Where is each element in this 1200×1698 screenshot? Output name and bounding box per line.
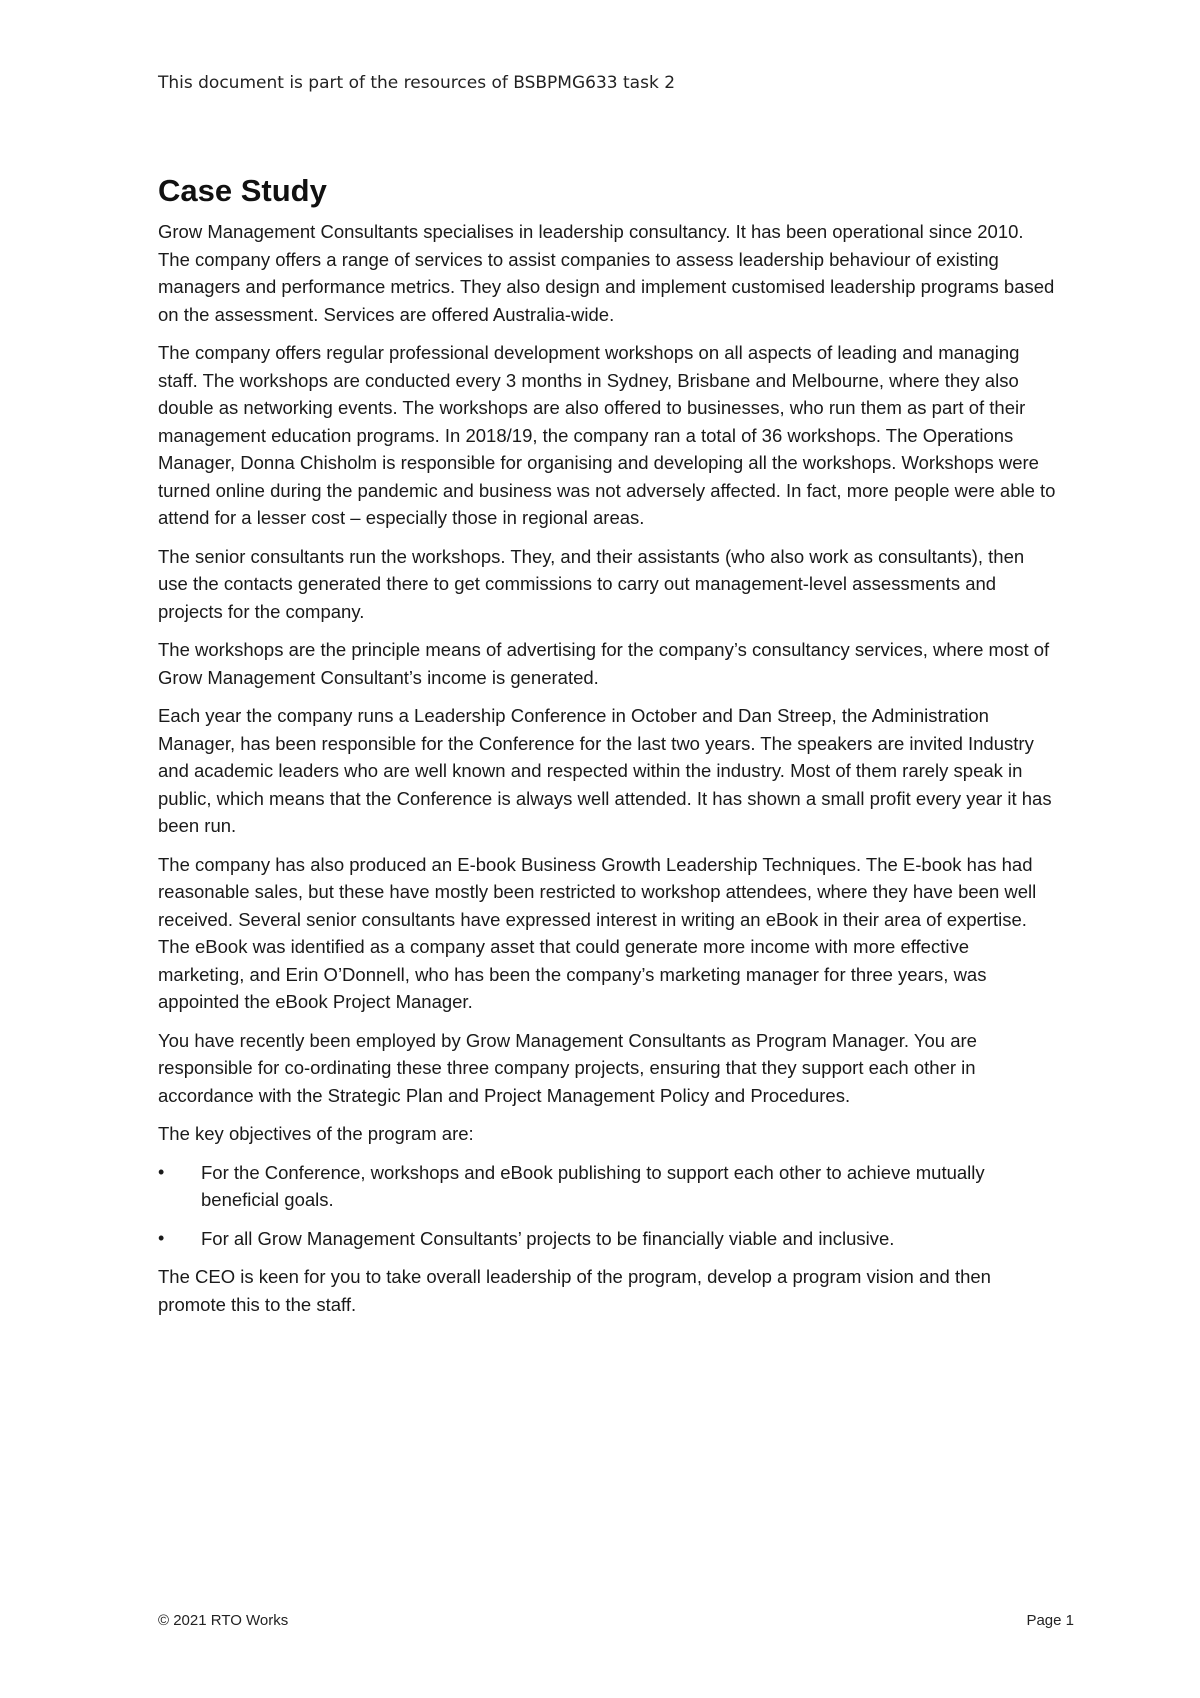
paragraph: Each year the company runs a Leadership Conference in October and Dan Streep, the Administration Manager, has been responsible for the Conference for the last two years. The speakers are invited Industry and academic leaders who are well known and respected within the industry. Most of them rarely speak in public, which means that the Conference is always well attended. It has shown a small profit every year it has been run.: [158, 705, 1052, 837]
paragraph: The key objectives of the program are:: [158, 1123, 474, 1145]
paragraph: The company offers regular professional development workshops on all aspects of leading and managing staff. The workshops are conducted every 3 months in Sydney, Brisbane and Melbourne, where they also double as networking events. The workshops are also offered to businesses, who run them as part of their management education programs. In 2018/19, the company ran a total of 36 workshops. The Operations Manager, Donna Chisholm is responsible for organising and developing all the workshops. Workshops were turned online during the pandemic and business was not adversely affected. In fact, more people were able to attend for a lesser cost – especially those in regional areas.: [158, 342, 1056, 529]
paragraph: You have recently been employed by Grow Management Consultants as Program Manager. You are responsible for co-ordinating these three company projects, ensuring that they support each other in accordance with the Strategic Plan and Project Management Policy and Procedures.: [158, 1029, 977, 1106]
paragraph: The CEO is keen for you to take overall leadership of the program, develop a program vision and then promote this to the staff.: [158, 1266, 991, 1315]
paragraph: The senior consultants run the workshops. They, and their assistants (who also work as consultants), then use the contacts generated there to get commissions to carry out management-level assessments and projects for the company.: [158, 545, 1025, 622]
page-header: This document is part of the resources of BSBPMG633 task 2: [158, 73, 676, 93]
list-item: [158, 1225, 1058, 1253]
list-item-text: For all Grow Management Consultants’ projects to be financially viable and inclusive.: [201, 1227, 895, 1249]
paragraph: Grow Management Consultants specialises in leadership consultancy. It has been operational since 2010. The company offers a range of services to assist companies to assess leadership behaviour of existing managers and performance metrics. They also design and implement customised leadership programs based on the assessment. Services are offered Australia-wide.: [158, 221, 1055, 325]
paragraph: The company has also produced an E-book Business Growth Leadership Techniques. The E-book has had reasonable sales, but these have mostly been restricted to workshop attendees, where they have been well received. Several senior consultants have expressed interest in writing an eBook in their area of expertise. The eBook was identified as a company asset that could generate more income with more effective marketing, and Erin O’Donnell, who has been the company’s marketing manager for three years, was appointed the eBook Project Manager.: [158, 853, 1037, 1013]
bullet-icon: •: [158, 1161, 165, 1182]
list-item: [158, 1159, 1058, 1214]
paragraph: The workshops are the principle means of advertising for the company’s consultancy services, where most of Grow Management Consultant’s income is generated.: [158, 639, 1050, 688]
footer-page-number: Page 1: [1026, 1612, 1074, 1629]
footer-copyright: © 2021 RTO Works: [158, 1612, 289, 1629]
objectives-list: [158, 1159, 1058, 1253]
bullet-icon: •: [158, 1227, 165, 1248]
page-title: Case Study: [158, 173, 327, 208]
document-body: [158, 172, 1058, 1329]
list-item-text: For the Conference, workshops and eBook publishing to support each other to achieve mutually beneficial goals.: [201, 1161, 985, 1211]
